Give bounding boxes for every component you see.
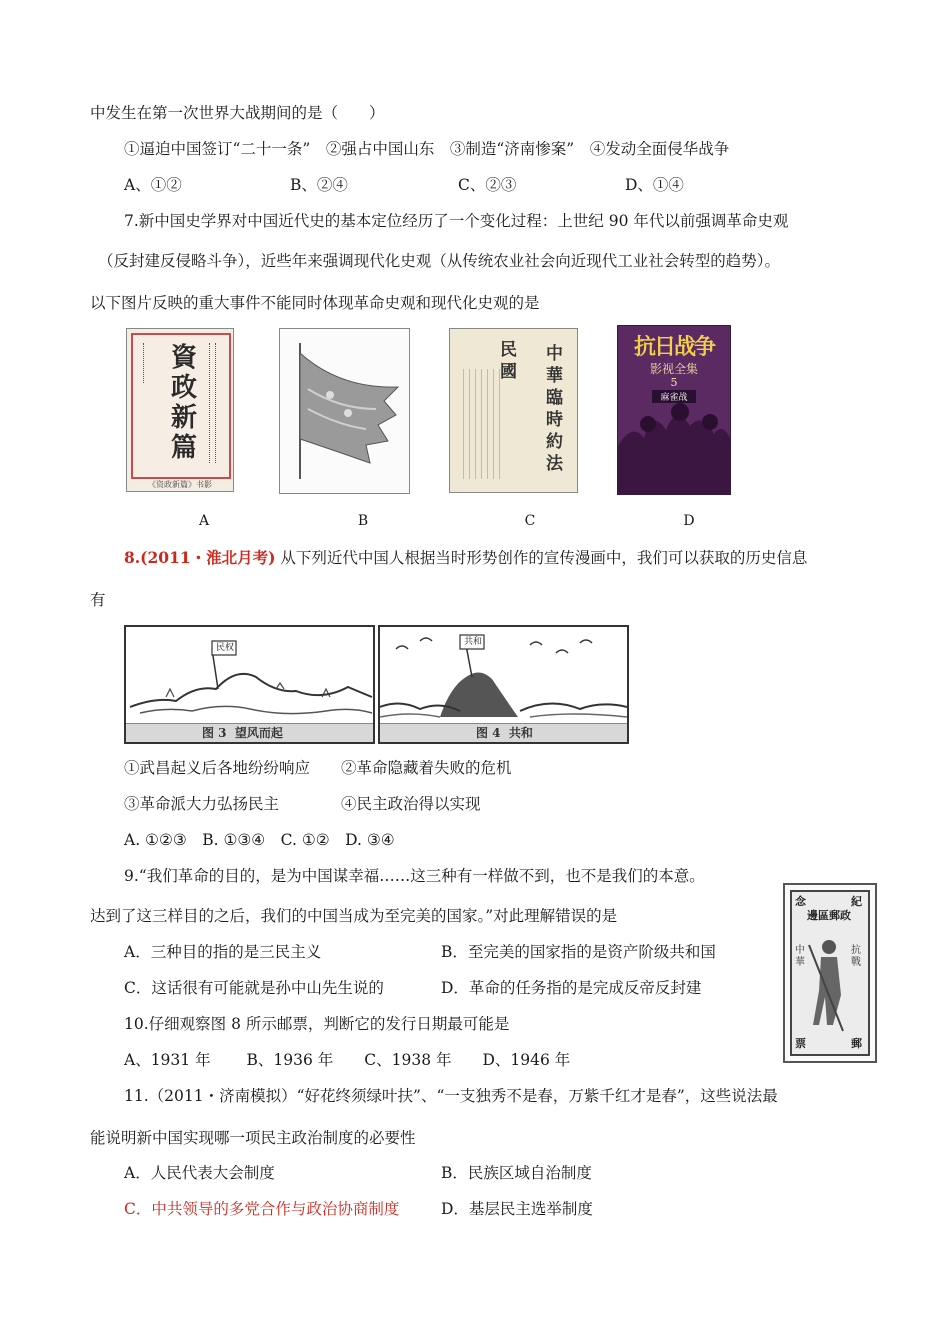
caption-a: A — [198, 513, 210, 529]
stamp-left-text: 中華 — [795, 945, 805, 968]
q9-option-c: C．这话很有可能就是孙中山先生说的 — [124, 979, 384, 997]
q7-line2: （反封建反侵略斗争），近些年来强调现代化史观（从传统农业社会向近现代工业社会转型的趋势）。 — [98, 252, 781, 270]
stamp-top-text: 邊區郵政 — [807, 909, 851, 922]
stamp-right-text: 抗戰 — [851, 945, 861, 968]
q8-items-row1: ①武昌起义后各地纷纷响应 ②革命隐藏着失败的危机 — [124, 759, 512, 777]
flag-sketch — [280, 329, 409, 493]
stamp-corner-tl: 念 — [795, 895, 806, 908]
q8-items-row2: ③革命派大力弘扬民主 ④民主政治得以实现 — [124, 795, 481, 813]
q11-option-b: B．民族区域自治制度 — [441, 1164, 592, 1182]
q6-stem: 中发生在第一次世界大战期间的是（ ） — [90, 104, 385, 122]
q8-stem-text: 从下列近代中国人根据当时形势创作的宣传漫画中，我们可以获取的历史信息 — [275, 549, 808, 567]
figure-3-flag-text: 民权 — [215, 643, 234, 653]
q8-stem — [124, 548, 807, 568]
figure-3-drawing — [126, 627, 373, 723]
stamp-image — [783, 883, 877, 1063]
image-c-title-right: 中華臨時約法 — [546, 344, 563, 474]
image-d-title: 抗日战争 — [633, 334, 714, 360]
image-d-tag: 麻雀战 — [652, 390, 696, 403]
q7-line3: 以下图片反映的重大事件不能同时体现革命史观和现代化史观的是 — [90, 294, 540, 312]
figure-3-cartoon — [124, 625, 375, 744]
q7-line1: 7.新中国史学界对中国近代史的基本定位经历了一个变化过程：上世纪 90 年代以前强调革命史观 — [124, 212, 789, 230]
image-a-note: 《资政新篇》书影 — [148, 480, 212, 489]
caption-b: B — [357, 513, 369, 529]
figure-3-caption: 图 3 望风而起 — [202, 726, 283, 740]
q6-option-a: A、①② — [124, 176, 182, 194]
q6-option-b: B、②④ — [290, 176, 348, 194]
q11-line2: 能说明新中国实现哪一项民主政治制度的必要性 — [90, 1129, 416, 1147]
q10-options: A、1931 年 B、1936 年 C、1938 年 D、1946 年 — [124, 1051, 571, 1069]
q11-option-d: D．基层民主选举制度 — [441, 1200, 593, 1218]
soldiers-silhouette — [618, 326, 730, 494]
caption-d: D — [683, 513, 695, 529]
q11-option-c-answer: C．中共领导的多党合作与政治协商制度 — [124, 1200, 400, 1218]
stamp-bottom-right-text: 郵 — [851, 1037, 862, 1050]
image-c-document — [449, 328, 578, 493]
image-a-title: 資政新篇 — [171, 343, 198, 463]
q11-line1: 11.（2011・济南模拟）“好花终须绿叶扶”、“一支独秀不是春，万紫千红才是春”，这些说法最 — [124, 1087, 778, 1105]
q10-stem: 10.仔细观察图 8 所示邮票，判断它的发行日期最可能是 — [124, 1015, 510, 1033]
stamp-corner-tr: 紀 — [851, 895, 862, 908]
figure-4-cartoon — [378, 625, 629, 744]
image-b-flag-drawing — [279, 328, 410, 494]
image-d-dvd-cover — [617, 325, 731, 495]
q9-option-a: A．三种目的指的是三民主义 — [124, 943, 322, 961]
stamp-bottom-text: 票 — [795, 1037, 806, 1050]
q6-items: ①逼迫中国签订“二十一条” ②强占中国山东 ③制造“济南惨案” ④发动全面侵华战争 — [124, 140, 730, 158]
q6-option-d: D、①④ — [625, 176, 684, 194]
q8-stem-continued: 有 — [90, 591, 106, 609]
q9-line2: 达到了这三样目的之后，我们的中国当成为至完美的国家。”对此理解错误的是 — [90, 907, 618, 925]
q9-option-d: D．革命的任务指的是完成反帝反封建 — [441, 979, 702, 997]
q6-option-c: C、②③ — [458, 176, 517, 194]
caption-c: C — [524, 513, 536, 529]
q8-source: 8.(2011・淮北月考) — [124, 548, 276, 567]
q8-options: A. ①②③ B. ①③④ C. ①② D. ③④ — [124, 831, 395, 849]
figure-4-caption: 图 4 共和 — [476, 726, 533, 740]
image-c-title-left: 民國 — [500, 340, 517, 382]
image-a-book-cover — [126, 328, 234, 492]
q9-line1: 9.“我们革命的目的，是为中国谋幸福……这三种有一样做不到，也不是我们的本意。 — [124, 867, 705, 885]
figure-4-flag-text: 共和 — [463, 637, 482, 647]
q9-option-b: B．至完美的国家指的是资产阶级共和国 — [441, 943, 716, 961]
figure-4-drawing — [380, 627, 627, 723]
image-d-number: 5 — [670, 376, 678, 389]
q11-option-a: A．人民代表大会制度 — [124, 1164, 275, 1182]
image-d-subtitle: 影视全集 — [649, 362, 698, 376]
